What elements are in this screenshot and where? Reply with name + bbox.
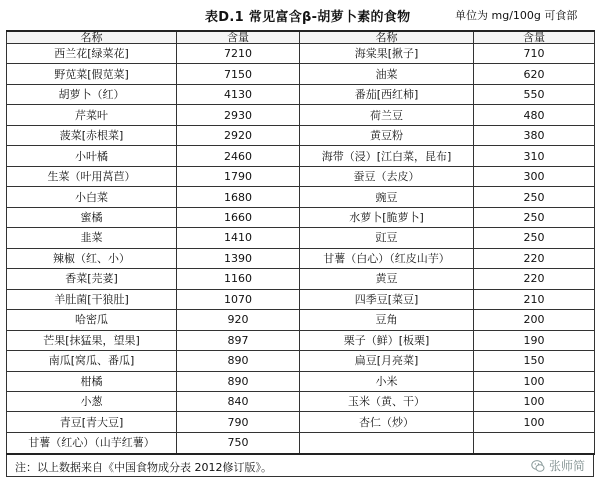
content-value-cell: 1790: [177, 166, 300, 186]
food-name-cell: 杏仁（炒）: [300, 412, 474, 432]
food-name-cell: 油菜: [300, 64, 474, 84]
content-value-cell: 1390: [177, 248, 300, 268]
content-value-cell: 200: [474, 310, 595, 330]
watermark-text: 张师简: [548, 459, 585, 473]
food-name-cell: 扁豆[月亮菜]: [300, 351, 474, 371]
column-header-name: 名称: [300, 31, 474, 44]
food-name-cell: 哈密瓜: [7, 310, 177, 330]
content-value-cell: 250: [474, 187, 595, 207]
food-name-cell: 小白菜: [7, 187, 177, 207]
content-value-cell: 2930: [177, 105, 300, 125]
title-row: [0, 0, 600, 28]
food-name-cell: 海棠果[揪子]: [300, 44, 474, 64]
content-value-cell: 7150: [177, 64, 300, 84]
content-value-cell: 100: [474, 412, 595, 432]
table-row: [7, 207, 595, 227]
table-row: [7, 391, 595, 411]
content-value-cell: 750: [177, 432, 300, 454]
content-value-cell: 150: [474, 351, 595, 371]
content-value-cell: 190: [474, 330, 595, 350]
content-value-cell: 790: [177, 412, 300, 432]
content-value-cell: 220: [474, 269, 595, 289]
column-header-name: 名称: [7, 31, 177, 44]
table-row: [7, 412, 595, 432]
food-name-cell: [300, 432, 474, 454]
food-name-cell: 小米: [300, 371, 474, 391]
content-value-cell: [474, 432, 595, 454]
table-row: [7, 432, 595, 454]
content-value-cell: 890: [177, 351, 300, 371]
food-name-cell: 甘薯（红心）（山芋红薯）: [7, 432, 177, 454]
table-row: [7, 146, 595, 166]
content-value-cell: 7210: [177, 44, 300, 64]
content-value-cell: 2460: [177, 146, 300, 166]
content-value-cell: 380: [474, 125, 595, 145]
food-name-cell: 羊肚菌[干狼肚]: [7, 289, 177, 309]
table-row: [7, 269, 595, 289]
content-value-cell: 897: [177, 330, 300, 350]
food-name-cell: 柑橘: [7, 371, 177, 391]
content-value-cell: 100: [474, 391, 595, 411]
food-name-cell: 豆角: [300, 310, 474, 330]
food-name-cell: 小葱: [7, 391, 177, 411]
content-value-cell: 1070: [177, 289, 300, 309]
content-value-cell: 250: [474, 228, 595, 248]
table-title: 表D.1 常见富含β-胡萝卜素的食物: [205, 10, 411, 25]
content-value-cell: 890: [177, 371, 300, 391]
food-name-cell: 玉米（黄、干）: [300, 391, 474, 411]
table-row: [7, 64, 595, 84]
table-row: [7, 228, 595, 248]
watermark: [531, 457, 585, 474]
food-name-cell: 豌豆: [300, 187, 474, 207]
food-name-cell: 番茄[西红柿]: [300, 84, 474, 104]
content-value-cell: 840: [177, 391, 300, 411]
content-value-cell: 620: [474, 64, 595, 84]
content-value-cell: 710: [474, 44, 595, 64]
content-value-cell: 2920: [177, 125, 300, 145]
content-value-cell: 250: [474, 207, 595, 227]
content-value-cell: 1160: [177, 269, 300, 289]
content-value-cell: 920: [177, 310, 300, 330]
table-row: [7, 371, 595, 391]
food-name-cell: 菠菜[赤根菜]: [7, 125, 177, 145]
food-table: [6, 30, 595, 455]
column-header-amount: 含量: [177, 31, 300, 44]
content-value-cell: 480: [474, 105, 595, 125]
table-row: [7, 84, 595, 104]
table-header-row: [7, 31, 595, 44]
food-name-cell: 黄豆: [300, 269, 474, 289]
food-name-cell: 野苋菜[假苋菜]: [7, 64, 177, 84]
food-name-cell: 生菜（叶用莴苣）: [7, 166, 177, 186]
table-row: [7, 187, 595, 207]
content-value-cell: 550: [474, 84, 595, 104]
wechat-logo-icon: [531, 459, 545, 473]
food-name-cell: 韭菜: [7, 228, 177, 248]
table-row: [7, 44, 595, 64]
content-value-cell: 1660: [177, 207, 300, 227]
content-value-cell: 1410: [177, 228, 300, 248]
content-value-cell: 220: [474, 248, 595, 268]
table-row: [7, 166, 595, 186]
food-name-cell: 青豆[青大豆]: [7, 412, 177, 432]
food-name-cell: 四季豆[菜豆]: [300, 289, 474, 309]
footnote: 注：以上数据来自《中国食物成分表 2012修订版》。: [15, 461, 272, 474]
content-value-cell: 1680: [177, 187, 300, 207]
content-value-cell: 310: [474, 146, 595, 166]
content-value-cell: 300: [474, 166, 595, 186]
content-value-cell: 210: [474, 289, 595, 309]
table-row: [7, 248, 595, 268]
food-name-cell: 胡萝卜（红）: [7, 84, 177, 104]
food-name-cell: 辣椒（红、小）: [7, 248, 177, 268]
food-name-cell: 水萝卜[脆萝卜]: [300, 207, 474, 227]
food-name-cell: 豇豆: [300, 228, 474, 248]
content-value-cell: 100: [474, 371, 595, 391]
table-row: [7, 310, 595, 330]
food-name-cell: 蜜橘: [7, 207, 177, 227]
table-row: [7, 105, 595, 125]
footnote-row: [6, 455, 594, 477]
food-name-cell: 芒果[抹猛果，望果]: [7, 330, 177, 350]
food-name-cell: 香菜[芫荽]: [7, 269, 177, 289]
unit-label: 单位为 mg/100g 可食部: [455, 9, 578, 22]
food-name-cell: 栗子（鲜）[板栗]: [300, 330, 474, 350]
food-name-cell: 甘薯（白心）（红皮山芋）: [300, 248, 474, 268]
food-name-cell: 海带（浸）[江白菜，昆布]: [300, 146, 474, 166]
food-name-cell: 小叶橘: [7, 146, 177, 166]
food-name-cell: 荷兰豆: [300, 105, 474, 125]
table-row: [7, 330, 595, 350]
food-name-cell: 西兰花[绿菜花]: [7, 44, 177, 64]
food-name-cell: 蚕豆（去皮）: [300, 166, 474, 186]
content-value-cell: 4130: [177, 84, 300, 104]
table-row: [7, 289, 595, 309]
table-row: [7, 351, 595, 371]
food-name-cell: 黄豆粉: [300, 125, 474, 145]
food-name-cell: 芹菜叶: [7, 105, 177, 125]
table-row: [7, 125, 595, 145]
column-header-amount: 含量: [474, 31, 595, 44]
food-name-cell: 南瓜[窝瓜、番瓜]: [7, 351, 177, 371]
